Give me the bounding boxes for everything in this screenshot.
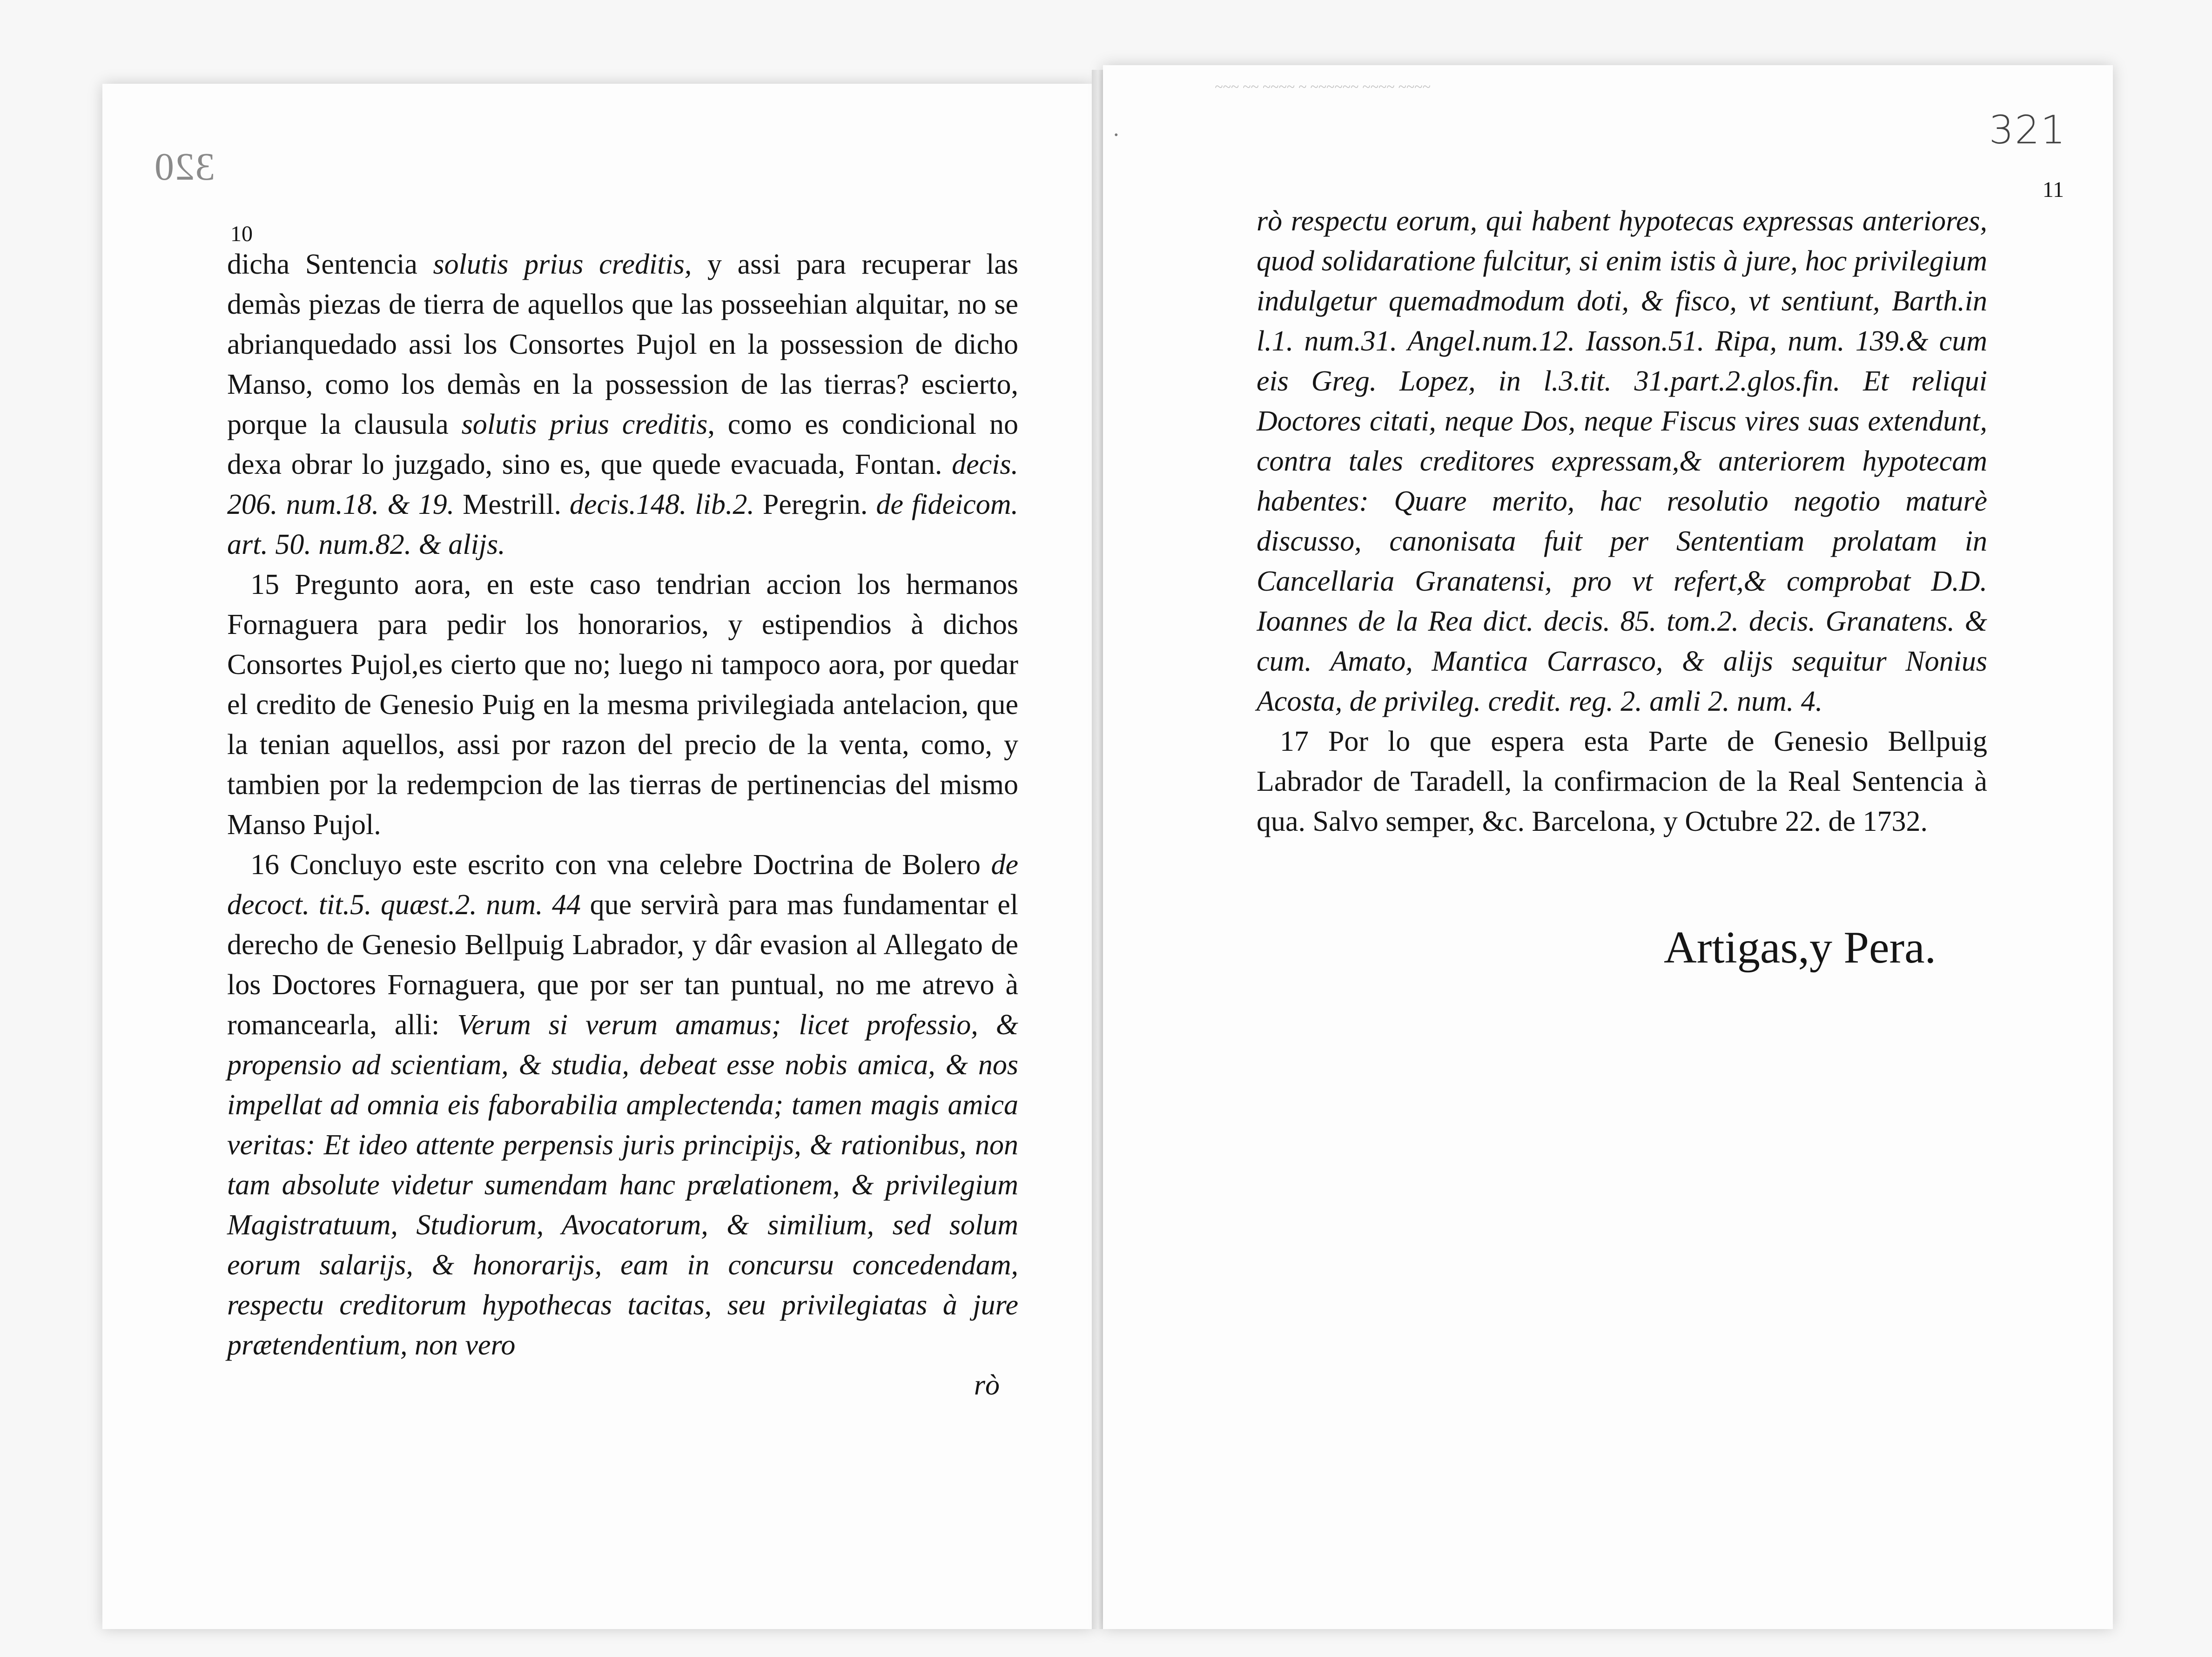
citation: de decoct. tit.5. quæst.2. num. 44 <box>227 849 1019 921</box>
paragraph-number: 17 <box>1280 726 1309 757</box>
paragraph-number: 15 <box>250 569 279 600</box>
paragraph-number: 16 <box>250 849 279 881</box>
margin-mark: · <box>1112 121 1120 148</box>
text-run: y assi para recuperar las demàs piezas de tierra de aquellos que las posseehian alquitar, no se abrianquedado assi los Consortes Pujol en la possession de dicho Manso, como los demàs en la possession de las tierras? escierto, porque la clausula <box>227 249 1019 440</box>
bleed-through-marks: ~~~ ~~ ~~~~ ~ ~~~~~~ ~~~~ ~~~~ <box>1215 78 1431 95</box>
page-number: 10 <box>230 222 253 246</box>
citation: decis.148. lib.2. <box>569 489 754 520</box>
latin-phrase: solutis prius creditis, <box>433 249 692 280</box>
paragraph-text: Por lo que espera esta Parte de Genesio Bellpuig Labrador de Taradell, la confirmacion de la Real Sentencia à qua. Salvo semper, &c. Barcelona, y Octubre 22. de 1732. <box>1257 726 1988 837</box>
citation: decis. 206. num.18. & 19. <box>227 449 1019 520</box>
catchword-text: rò <box>974 1369 1000 1401</box>
page-number: 11 <box>2042 177 2064 202</box>
text-run: dicha Sentencia <box>227 249 417 280</box>
paragraph-15 <box>227 565 1018 845</box>
text-run: Mestrill. <box>463 489 561 520</box>
right-text-block <box>1257 201 1987 842</box>
latin-phrase: solutis prius creditis <box>461 409 708 440</box>
signature: Artigas,y Pera. <box>1664 923 1936 973</box>
text-run: , como es condicional no dexa obrar lo juzgado, sino es, que quede evacuada, Fontan. <box>227 409 1018 480</box>
paragraph-16 <box>227 845 1018 1365</box>
folio-stamp: 321 <box>1989 107 2066 153</box>
left-page <box>102 84 1094 1629</box>
catchword <box>227 1365 1018 1405</box>
citation: de fideicom. art. 50. num.82. & alijs. <box>227 489 1019 560</box>
latin-quotation: Verum si verum amamus; licet professio, & propensio ad scientiam, & studia, debeat esse nobis amica, & nos impellat ad omnia eis faborabilia amplectenda; tamen magis amica veritas: Et ideo attente perpensis juris principijs, & rationibus, non tam absolute videtur sumendam hanc prælationem, & privilegium Magistratuum, Studiorum, Avocatorum, & similium, sed solum eorum salarijs, & honorarijs, eam in concursu concedendam, respectu creditorum hypothecas tacitas, seu privilegiatas à jure prætendentium, non vero <box>227 1009 1019 1361</box>
right-page <box>1103 65 2113 1629</box>
paragraph-text: que servirà para mas fundamentar el derecho de Genesio Bellpuig Labrador, y dâr evasion al Allegato de los Doctores Fornaguera, que por ser tan puntual, no me atrevo à romancearla, alli: <box>227 889 1018 1041</box>
latin-quotation: rò respectu eorum, qui habent hypotecas expressas anteriores, quod solidaratione fulcitur, si enim istis à jure, hoc privilegium indulgetur quemadmodum doti, & fisco, vt sentiunt, Barth.in l.1. num.31. Angel.num.12. Iasson.51. Ripa, num. 139.& cum eis Greg. Lopez, in l.3.tit. 31.part.2.glos.fin. Et reliqui Doctores citati, neque Dos, neque Fiscus vires suas extendunt, contra tales creditores expressam,& anteriorem hypotecam habentes: Quare merito, hac resolutio negotio maturè discusso, canonisata fuit per Sententiam prolatam in Cancellaria Granatensi, pro vt refert,& comprobat D.D. Ioannes de la Rea dict. decis. 85. tom.2. decis. Granatens. & cum. Amato, Mantica Carrasco, & alijs sequitur Nonius Acosta, de privileg. credit. reg. 2. amli 2. num. 4. <box>1257 205 1987 717</box>
text-run: Peregrin. <box>762 489 868 520</box>
paragraph-continued <box>1257 201 1987 721</box>
paragraph-text: Concluyo este escrito con vna celebre Doctrina de Bolero <box>289 849 981 881</box>
left-text-block <box>227 244 1018 1405</box>
folio-stamp: 320 <box>154 145 215 189</box>
paragraph-continued <box>227 244 1018 565</box>
paragraph-text: Pregunto aora, en este caso tendrian accion los hermanos Fornaguera para pedir los honorarios, y estipendios à dichos Consortes Pujol,es cierto que no; luego ni tampoco aora, por quedar el credito de Genesio Puig en la mesma privilegiada antelacion, que la tenian aquellos, assi por razon del precio de la venta, como, y tambien por la redempcion de las tierras de pertinencias del mismo Manso Pujol. <box>227 569 1019 841</box>
paragraph-17 <box>1257 721 1987 842</box>
